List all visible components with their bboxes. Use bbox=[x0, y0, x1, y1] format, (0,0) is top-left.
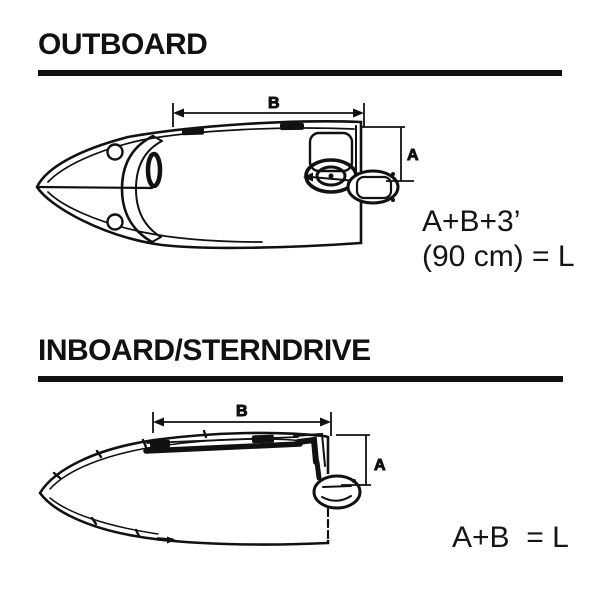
section-title-inboard: INBOARD/STERNDRIVE bbox=[38, 334, 371, 367]
inboard-dim-b-arrow-right bbox=[320, 418, 331, 427]
inboard-dim-b-arrow-left bbox=[153, 418, 164, 427]
outboard-dim-b-arrow-left bbox=[173, 109, 184, 118]
inboard-cleat-1 bbox=[150, 440, 170, 449]
inboard-sterndrive-detail-line bbox=[323, 486, 351, 487]
inboard-dim-b-label: B bbox=[236, 403, 248, 420]
inboard-sterndrive-bolt bbox=[352, 479, 356, 483]
inboard-drive-link bbox=[317, 462, 319, 478]
outboard-cleat-1 bbox=[182, 128, 204, 136]
section-divider-inboard bbox=[38, 376, 563, 382]
outboard-dim-b-label: B bbox=[268, 95, 280, 112]
outboard-bow-hatch-top bbox=[108, 145, 123, 160]
outboard-formula-line2: (90 cm) = L bbox=[422, 240, 575, 273]
inboard-cleat-2 bbox=[252, 435, 274, 444]
section-title-outboard: OUTBOARD bbox=[38, 28, 208, 61]
outboard-motor-bolt-top bbox=[391, 172, 395, 176]
outboard-bow-hatch-bottom bbox=[108, 215, 123, 230]
outboard-cleat-2 bbox=[280, 123, 304, 130]
inboard-dimension-b bbox=[153, 403, 331, 436]
outboard-boat-drawing bbox=[37, 121, 398, 248]
inboard-boat-drawing bbox=[40, 431, 360, 545]
section-divider-outboard bbox=[38, 70, 562, 76]
inboard-dim-a-label: A bbox=[374, 457, 386, 474]
outboard-dim-b-arrow-right bbox=[353, 109, 364, 118]
inboard-formula-line1: A+B = L bbox=[452, 521, 569, 554]
outboard-formula-line1: A+B+3’ bbox=[422, 205, 521, 238]
inboard-formula bbox=[452, 520, 569, 555]
outboard-dim-a-label: A bbox=[407, 147, 419, 164]
outboard-formula bbox=[422, 204, 575, 274]
outboard-motor-bolt-bottom bbox=[391, 198, 395, 202]
